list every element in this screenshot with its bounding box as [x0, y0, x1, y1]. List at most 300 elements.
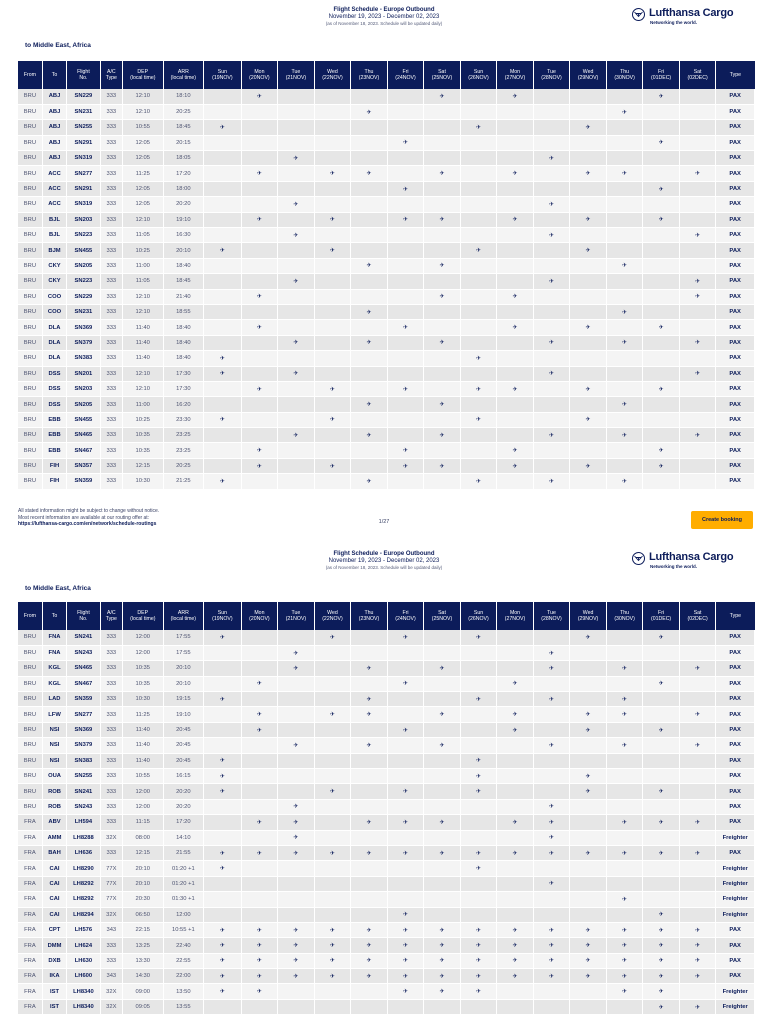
cell-ac-type: 77X: [100, 861, 122, 876]
cell-day-13: [679, 458, 716, 473]
table-row: [18, 181, 755, 196]
cell-day-7: [460, 969, 497, 984]
airplane-icon: ✈: [695, 278, 701, 285]
cell-day-11: [606, 984, 643, 999]
cell-day-12: [643, 243, 680, 258]
airplane-icon: ✈: [658, 912, 664, 919]
cell-day-6: [424, 938, 461, 953]
airplane-icon: ✈: [402, 140, 408, 147]
cell-day-12: [643, 212, 680, 227]
cell-day-10: [570, 89, 607, 104]
cell-day-8: [497, 999, 534, 1014]
cell-day-12: [643, 892, 680, 907]
cell-day-0: [204, 397, 242, 412]
cell-day-2: [278, 645, 315, 660]
cell-dep: 10:35: [122, 676, 163, 691]
table-row: [18, 104, 755, 119]
cell-day-11: [606, 474, 643, 489]
cell-flight-no: SN379: [67, 335, 100, 350]
cell-day-4: [351, 258, 388, 273]
cell-day-7: [460, 104, 497, 119]
cell-from: BRU: [18, 258, 42, 273]
col-to: To: [42, 61, 66, 89]
cell-day-4: [351, 707, 388, 722]
cell-day-4: [351, 676, 388, 691]
cell-dep: 20:10: [122, 876, 163, 891]
cell-to: KGL: [42, 676, 66, 691]
cell-day-5: [387, 304, 424, 319]
cell-day-4: [351, 969, 388, 984]
cell-arr: 20:20: [163, 197, 204, 212]
cell-flight-no: LH576: [67, 922, 100, 937]
cell-day-2: [278, 815, 315, 830]
cell-day-13: [679, 784, 716, 799]
cell-type: PAX: [716, 784, 755, 799]
cell-day-6: [424, 351, 461, 366]
cell-day-9: [533, 953, 570, 968]
cell-day-12: [643, 289, 680, 304]
cell-day-6: [424, 630, 461, 645]
cell-day-4: [351, 366, 388, 381]
cell-day-0: [204, 428, 242, 443]
cell-day-8: [497, 907, 534, 922]
cell-day-1: [241, 428, 278, 443]
cell-day-7: [460, 120, 497, 135]
cell-from: BRU: [18, 412, 42, 427]
cell-from: BRU: [18, 738, 42, 753]
cell-day-10: [570, 120, 607, 135]
col-type: Type: [716, 602, 755, 630]
cell-day-9: [533, 135, 570, 150]
cell-dep: 11:05: [122, 228, 163, 243]
cell-flight-no: SN229: [67, 289, 100, 304]
cell-ac-type: 343: [100, 922, 122, 937]
cell-day-1: [241, 381, 278, 396]
col-day-13: Sat (02DEC): [679, 602, 716, 630]
col-day-0: Sun (19NOV): [204, 602, 242, 630]
cell-day-12: [643, 830, 680, 845]
cell-day-1: [241, 458, 278, 473]
col-day-6: Sat (25NOV): [424, 602, 461, 630]
col-day-9: Tue (28NOV): [533, 61, 570, 89]
cell-day-5: [387, 753, 424, 768]
cell-day-5: [387, 922, 424, 937]
cell-to: ABJ: [42, 135, 66, 150]
cell-day-3: [314, 104, 351, 119]
cell-day-4: [351, 335, 388, 350]
airplane-icon: ✈: [329, 171, 335, 178]
col-flight-no: Flight No.: [67, 602, 100, 630]
cell-day-3: [314, 845, 351, 860]
cell-day-12: [643, 784, 680, 799]
cell-day-4: [351, 845, 388, 860]
cell-to: DSS: [42, 397, 66, 412]
airplane-icon: ✈: [658, 819, 664, 826]
cell-day-10: [570, 753, 607, 768]
airplane-icon: ✈: [219, 758, 225, 765]
airplane-icon: ✈: [512, 681, 518, 688]
cell-day-10: [570, 999, 607, 1014]
cell-arr: 20:45: [163, 722, 204, 737]
cell-arr: 18:40: [163, 335, 204, 350]
cell-day-9: [533, 922, 570, 937]
cell-type: PAX: [716, 135, 755, 150]
col-day-2: Tue (21NOV): [278, 61, 315, 89]
cell-day-6: [424, 166, 461, 181]
cell-day-13: [679, 197, 716, 212]
airplane-icon: ✈: [549, 943, 555, 949]
cell-day-3: [314, 692, 351, 707]
airplane-icon: ✈: [585, 850, 591, 857]
cell-day-8: [497, 938, 534, 953]
airplane-icon: ✈: [475, 124, 482, 131]
cell-day-0: [204, 692, 242, 707]
cell-day-8: [497, 89, 534, 104]
cell-flight-no: SN229: [67, 89, 100, 104]
cell-day-0: [204, 999, 242, 1014]
cell-day-2: [278, 969, 315, 984]
cell-to: ABJ: [42, 151, 66, 166]
cell-day-0: [204, 89, 242, 104]
cell-day-2: [278, 984, 315, 999]
table-row: [18, 197, 755, 212]
airplane-icon: ✈: [695, 927, 701, 934]
cell-day-7: [460, 892, 497, 907]
cell-day-12: [643, 166, 680, 181]
cell-day-2: [278, 769, 315, 784]
cell-day-11: [606, 969, 643, 984]
cell-day-4: [351, 381, 388, 396]
cell-day-8: [497, 645, 534, 660]
cell-type: Freighter: [716, 984, 755, 999]
cell-day-12: [643, 692, 680, 707]
cell-day-3: [314, 953, 351, 968]
cell-arr: 01:30 +1: [163, 892, 204, 907]
cell-to: LFW: [42, 707, 66, 722]
cell-arr: 18:40: [163, 320, 204, 335]
cell-day-6: [424, 243, 461, 258]
cell-day-7: [460, 197, 497, 212]
airplane-icon: ✈: [366, 819, 372, 826]
airplane-icon: ✈: [475, 789, 482, 796]
cell-day-12: [643, 738, 680, 753]
cell-from: BRU: [18, 397, 42, 412]
cell-day-9: [533, 428, 570, 443]
cell-day-8: [497, 120, 534, 135]
cell-ac-type: 333: [100, 799, 122, 814]
airplane-icon: ✈: [658, 958, 664, 965]
cell-day-13: [679, 892, 716, 907]
cell-day-1: [241, 258, 278, 273]
airplane-icon: ✈: [402, 448, 408, 455]
table-row: [18, 907, 755, 922]
cell-arr: 19:15: [163, 692, 204, 707]
table-row: [18, 120, 755, 135]
cell-day-11: [606, 289, 643, 304]
cell-from: FRA: [18, 845, 42, 860]
cell-day-4: [351, 474, 388, 489]
airplane-icon: ✈: [695, 973, 701, 980]
cell-day-10: [570, 181, 607, 196]
cell-day-9: [533, 876, 570, 891]
cell-ac-type: 333: [100, 212, 122, 227]
cell-arr: 19:10: [163, 707, 204, 722]
airplane-icon: ✈: [402, 989, 408, 996]
cell-day-1: [241, 397, 278, 412]
cell-day-5: [387, 104, 424, 119]
airplane-icon: ✈: [256, 943, 262, 949]
cell-day-6: [424, 830, 461, 845]
cell-to: ACC: [42, 166, 66, 181]
cell-day-7: [460, 397, 497, 412]
cell-from: BRU: [18, 228, 42, 243]
airplane-icon: ✈: [549, 696, 555, 703]
cell-flight-no: SN203: [67, 381, 100, 396]
cell-arr: 13:55: [163, 999, 204, 1014]
airplane-icon: ✈: [256, 712, 262, 719]
airplane-icon: ✈: [695, 850, 701, 857]
cell-day-4: [351, 151, 388, 166]
cell-arr: 13:50: [163, 984, 204, 999]
cell-day-2: [278, 304, 315, 319]
cell-day-1: [241, 676, 278, 691]
airplane-icon: ✈: [512, 93, 518, 100]
airplane-icon: ✈: [695, 340, 701, 347]
cell-type: PAX: [716, 922, 755, 937]
cell-day-10: [570, 320, 607, 335]
airplane-icon: ✈: [658, 325, 664, 332]
cell-day-4: [351, 907, 388, 922]
airplane-icon: ✈: [366, 263, 372, 270]
cell-day-10: [570, 661, 607, 676]
cell-to: BJL: [42, 212, 66, 227]
cell-day-7: [460, 289, 497, 304]
cell-day-11: [606, 197, 643, 212]
cell-dep: 11:25: [122, 166, 163, 181]
airplane-icon: ✈: [585, 943, 591, 949]
cell-day-5: [387, 320, 424, 335]
cell-day-12: [643, 274, 680, 289]
cell-to: COO: [42, 304, 66, 319]
cell-to: EBB: [42, 428, 66, 443]
col-day-4: Thu (23NOV): [351, 61, 388, 89]
table-row: [18, 428, 755, 443]
cell-flight-no: SN369: [67, 320, 100, 335]
cell-day-8: [497, 274, 534, 289]
cell-day-6: [424, 769, 461, 784]
cell-day-11: [606, 953, 643, 968]
cell-type: Freighter: [716, 999, 755, 1014]
cell-day-8: [497, 181, 534, 196]
airplane-icon: ✈: [402, 912, 408, 919]
airplane-icon: ✈: [622, 943, 628, 949]
cell-type: PAX: [716, 799, 755, 814]
cell-day-2: [278, 845, 315, 860]
cell-day-12: [643, 135, 680, 150]
col-day-6: Sat (25NOV): [424, 61, 461, 89]
cell-day-1: [241, 243, 278, 258]
cell-day-11: [606, 366, 643, 381]
cell-day-1: [241, 722, 278, 737]
create-booking-button[interactable]: Create booking: [691, 511, 753, 529]
cell-arr: 12:00: [163, 907, 204, 922]
cell-from: BRU: [18, 243, 42, 258]
cell-day-6: [424, 645, 461, 660]
cell-day-9: [533, 397, 570, 412]
table-header-row: [18, 61, 755, 89]
cell-flight-no: SN277: [67, 166, 100, 181]
cell-from: BRU: [18, 474, 42, 489]
airplane-icon: ✈: [549, 958, 555, 965]
cell-dep: 12:10: [122, 89, 163, 104]
cell-ac-type: 32X: [100, 907, 122, 922]
cell-day-7: [460, 320, 497, 335]
cell-day-0: [204, 212, 242, 227]
cell-day-1: [241, 474, 278, 489]
cell-day-0: [204, 243, 242, 258]
airplane-icon: ✈: [549, 232, 555, 239]
airplane-icon: ✈: [293, 155, 299, 162]
cell-day-5: [387, 707, 424, 722]
cell-day-0: [204, 876, 242, 891]
cell-dep: 11:40: [122, 753, 163, 768]
cell-day-13: [679, 258, 716, 273]
cell-day-0: [204, 197, 242, 212]
airplane-icon: ✈: [622, 989, 628, 996]
cell-day-0: [204, 738, 242, 753]
cell-day-1: [241, 304, 278, 319]
cell-flight-no: SN369: [67, 722, 100, 737]
cell-from: BRU: [18, 707, 42, 722]
cell-ac-type: 333: [100, 351, 122, 366]
cell-day-12: [643, 120, 680, 135]
cell-day-12: [643, 474, 680, 489]
airplane-icon: ✈: [622, 478, 628, 485]
cell-day-7: [460, 953, 497, 968]
cell-day-5: [387, 938, 424, 953]
cell-day-10: [570, 335, 607, 350]
cell-day-10: [570, 907, 607, 922]
cell-ac-type: 333: [100, 630, 122, 645]
cell-to: CAI: [42, 892, 66, 907]
cell-day-4: [351, 722, 388, 737]
cell-day-7: [460, 443, 497, 458]
cell-day-7: [460, 645, 497, 660]
cell-day-12: [643, 181, 680, 196]
cell-day-13: [679, 135, 716, 150]
cell-day-5: [387, 969, 424, 984]
cell-day-9: [533, 969, 570, 984]
cell-day-1: [241, 876, 278, 891]
cell-day-11: [606, 892, 643, 907]
cell-dep: 11:40: [122, 335, 163, 350]
cell-day-2: [278, 212, 315, 227]
cell-day-9: [533, 335, 570, 350]
cell-day-2: [278, 799, 315, 814]
schedule-table-page-2: [18, 602, 755, 1015]
cell-day-6: [424, 197, 461, 212]
cell-ac-type: 333: [100, 692, 122, 707]
cell-day-11: [606, 799, 643, 814]
airplane-icon: ✈: [366, 712, 372, 719]
cell-to: ABV: [42, 815, 66, 830]
airplane-icon: ✈: [366, 927, 372, 934]
cell-ac-type: 333: [100, 289, 122, 304]
cell-day-11: [606, 104, 643, 119]
cell-to: CKY: [42, 258, 66, 273]
cell-type: PAX: [716, 753, 755, 768]
airplane-icon: ✈: [402, 927, 408, 934]
cell-day-11: [606, 166, 643, 181]
cell-day-7: [460, 335, 497, 350]
cell-ac-type: 32X: [100, 984, 122, 999]
cell-dep: 12:10: [122, 366, 163, 381]
cell-day-12: [643, 197, 680, 212]
cell-day-8: [497, 197, 534, 212]
cell-day-5: [387, 351, 424, 366]
airplane-icon: ✈: [256, 386, 262, 393]
cell-to: BAH: [42, 845, 66, 860]
cell-day-1: [241, 135, 278, 150]
col-flight-no: Flight No.: [67, 61, 100, 89]
cell-day-10: [570, 104, 607, 119]
cell-dep: 10:25: [122, 243, 163, 258]
cell-day-8: [497, 304, 534, 319]
cell-day-5: [387, 228, 424, 243]
cell-arr: 18:40: [163, 258, 204, 273]
cell-day-4: [351, 769, 388, 784]
cell-day-4: [351, 274, 388, 289]
cell-ac-type: 333: [100, 366, 122, 381]
cell-day-0: [204, 799, 242, 814]
airplane-icon: ✈: [622, 973, 628, 980]
col-dep: DEP (local time): [122, 61, 163, 89]
cell-day-10: [570, 443, 607, 458]
cell-type: PAX: [716, 676, 755, 691]
cell-dep: 11:40: [122, 351, 163, 366]
cell-day-6: [424, 876, 461, 891]
cell-ac-type: 333: [100, 676, 122, 691]
cell-day-13: [679, 984, 716, 999]
cell-day-6: [424, 999, 461, 1014]
cell-day-7: [460, 212, 497, 227]
cell-from: BRU: [18, 692, 42, 707]
cell-ac-type: 333: [100, 135, 122, 150]
cell-day-8: [497, 166, 534, 181]
cell-day-11: [606, 999, 643, 1014]
cell-day-12: [643, 89, 680, 104]
airplane-icon: ✈: [695, 432, 701, 439]
cell-day-11: [606, 243, 643, 258]
cell-day-3: [314, 381, 351, 396]
cell-day-6: [424, 953, 461, 968]
cell-day-6: [424, 212, 461, 227]
cell-day-7: [460, 630, 497, 645]
cell-from: BRU: [18, 104, 42, 119]
cell-arr: 18:40: [163, 351, 204, 366]
cell-from: BRU: [18, 120, 42, 135]
cell-day-7: [460, 707, 497, 722]
cell-day-4: [351, 799, 388, 814]
cell-day-0: [204, 892, 242, 907]
cell-dep: 12:10: [122, 212, 163, 227]
table-row: [18, 661, 755, 676]
cell-arr: 17:55: [163, 645, 204, 660]
cell-day-3: [314, 458, 351, 473]
cell-day-9: [533, 104, 570, 119]
cell-dep: 20:30: [122, 892, 163, 907]
schedule-routings-link[interactable]: https://lufthansa-cargo.com/en/network/schedule-routings: [18, 521, 157, 527]
